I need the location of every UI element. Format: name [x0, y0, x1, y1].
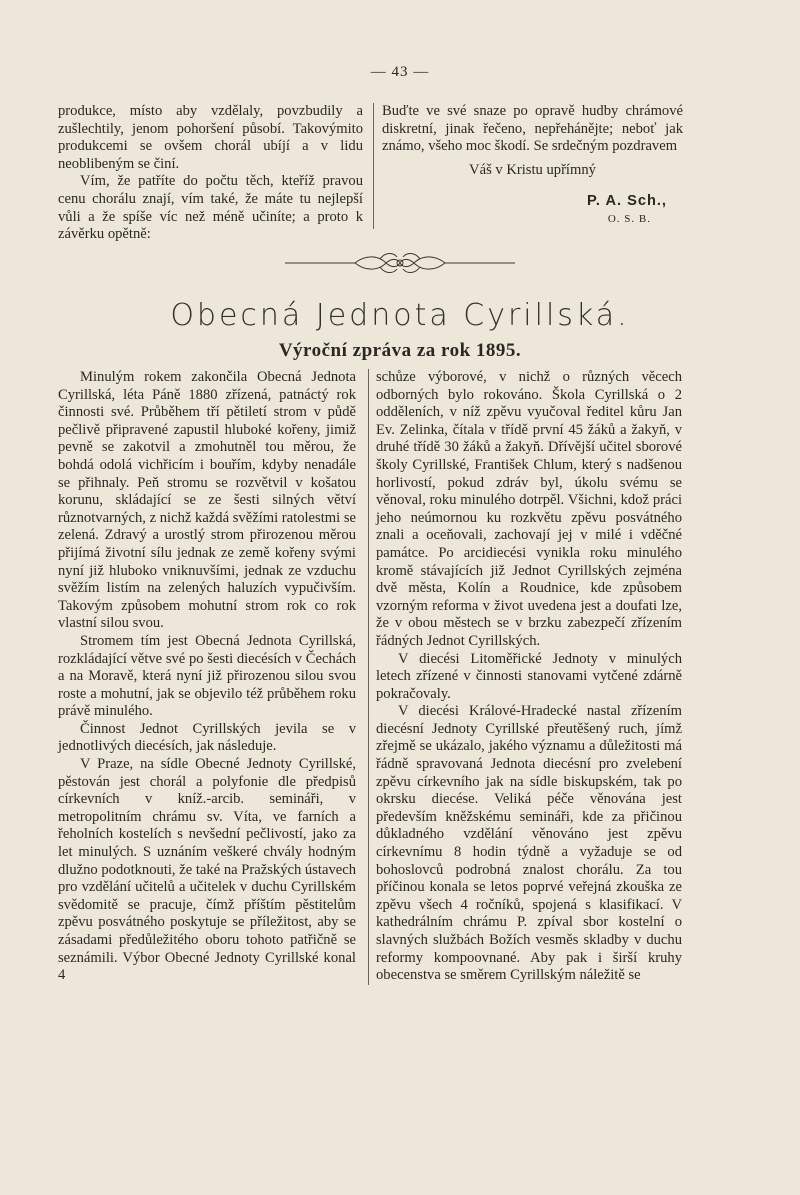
article-paragraph: Stromem tím jest Obecná Jednota Cyrillská, rozkládající větve své po šesti diecésích v Čechách a na Moravě, která nyní již přirozenou silou svou roste a mohutní, jak se objevilo též průběhem roku právě minulého.: [58, 632, 356, 720]
article-subtitle: Výroční zpráva za rok 1895.: [278, 340, 522, 361]
letter-paragraph: Buďte ve své snaze po opravě hudby chrámové diskretní, jinak řečeno, nepřehánějte; neboť jak známo, všeho moc škodí. Se srdečným pozdravem: [382, 103, 683, 155]
article-paragraph: V diecési Litoměřické Jednoty v minulých letech zřízené v činnosti stanovami vytčené zdárně pokračovaly.: [376, 650, 682, 702]
letter-paragraph: Vím, že patříte do počtu těch, kteříž pravou cenu chorálu znají, vím také, že máte tu nejlepší vůli a že spíše víc než méně učiníte; a proto k závěrku opětně:: [58, 173, 363, 243]
article-paragraph: V diecési Králové-Hradecké nastal zřízením diecésní Jednoty Cyrillské přeutěšený ruch, jímž zřejmě se ukázalo, jakého významu a důležitosti má řádně spravovaná Jednota diecésní pro zvelebení zpěvu církevního jak na sídle biskupském, tak po okrsku diecése. Veliká péče věnována jest především kněžskému semináři, kde za přičinou důkladného vzdělání věnováno jest zpěvu církevnímu 8 hodin týdně a vyžaduje se od bohoslovců podrobná znalost chorálu. Za tou příčinou konala se letos poprvé veřejná zkouška ze zpěvu všech 4 ročníků, spojená s klasifikací. V kathedrálním chrámu P. zpíval sbor kostelní o slavných službách Božích vesměs skladby v duchu reformy kompoovnané. Aby pak i širší kruhy obecenstva se směrem Cyrillským náležitě se: [376, 703, 682, 984]
article-right-column: [368, 369, 682, 985]
article-title: Obecná Jednota Cyrillská.: [170, 298, 630, 333]
letter-paragraph: produkce, místo aby vzdělaly, povzbudily a zušlechtily, jenom pohoršení působí. Takovýmito produkcemi se ovšem chorál ubíjí a v lidu neoblibeným se činí.: [58, 103, 363, 172]
letter-signer-order: O. S. B.: [607, 212, 651, 225]
article-paragraph: Minulým rokem zakončila Obecná Jednota Cyrillská, léta Páně 1880 zřízená, patnáctý rok činnosti své. Průběhem tří pětiletí strom v půdě pečlivě připravené zapustil hluboké kořeny, jimiž pevně se zakotvil a zmohutněl tou měrou, že bohdá odolá vichřicím i bouřím, kdyby nenadále se přihnaly. Peň stromu se rozvětvil v košatou korunu, skládající se ze šesti silných větví různotvarných, z nichž každá svěžími ratolestmi se zelená. Zdravý a urostlý strom přirozenou měrou přijímá životní sílu jednak ze země kořeny svými nyní již hluboko vniknuvšími, jednak ze vzduchu svěžím listím na zelených haluzích vypučivším. Takovým způsobem mohutní strom rok co rok vlastní silou svou.: [58, 369, 356, 632]
ornament-divider-icon: [285, 250, 515, 276]
article-paragraph: Činnost Jednot Cyrillských jevila se v jednotlivých diecésích, jak následuje.: [58, 720, 356, 755]
letter-signer: P. A. Sch.,: [587, 193, 667, 210]
article-paragraph: V Praze, na sídle Obecné Jednoty Cyrillské, pěstován jest chorál a polyfonie dle předpisů církevních v kníž.-arcib. semináři, v metropolitním chrámu sv. Víta, ve farních a řeholních kostelích s nevšední pečlivostí, jako za let minulých. S uznáním veškeré chvály hodným dlužno podotknouti, že také na Pražských ústavech pro vzdělání učitelů a učitelek v duchu Cyrillském svědomitě se pracuje, čímž příštím pěstitelům zpěvu posvátného poskytuje se příležitost, aby se zásadami předůležitého oboru tohoto patřičně se seznámili. Výbor Obecné Jednoty Cyrillské konal 4: [58, 756, 356, 984]
letter-left-column: [58, 103, 363, 244]
article-paragraph: schůze výborové, v nichž o různých věcech odborných bylo rokováno. Škola Cyrillská o 2 odděleních, v níž zpěvu vyučoval ředitel kůru Jan Ev. Zelinka, čítala v třídě první 45 žáků a žakyň, v druhé třídě 30 žáků a žakyň. Dřívější učitel sborové školy Cyrillské, František Chlum, který s nadšenou horlivostí, pokud zdráv byl, úkolu svému se věnoval, roku minulého dotrpěl. Všichni, kdož práci jeho neúmornou ku rozkvětu zpěvu posvátného znali a oceňovali, zachovají jej v milé i vděčné památce. Po arcidiecési vynikla roku minulého kromě stávajících již Jednot Cyrillských zejména dvě města, Kolín a Roudnice, kde způsobem vzorným reforma v život uvedena jest a doufati lze, že v obou městech se v brzku zabezpečí zřízením řádných Jednot Cyrillských.: [376, 369, 682, 649]
letter-right-column: [373, 103, 683, 229]
article-left-column: [58, 369, 356, 985]
page-number: — 43 —: [370, 64, 430, 80]
letter-closing: Váš v Kristu upřímný: [469, 161, 596, 178]
